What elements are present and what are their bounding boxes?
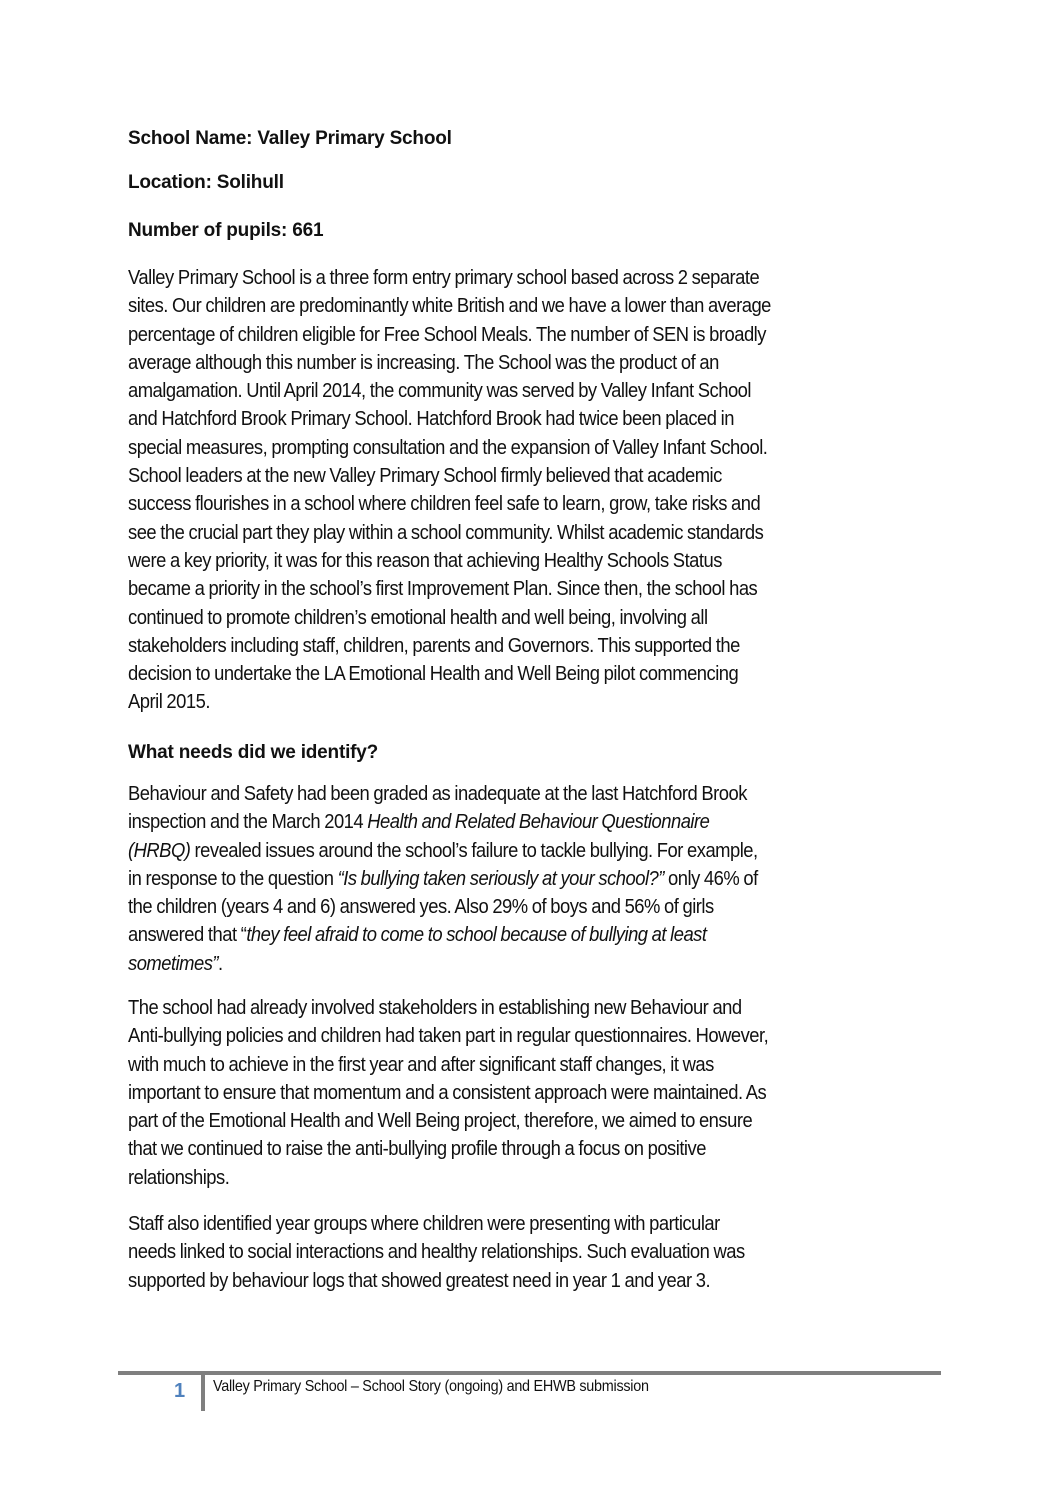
- text-run: inspection and the March 2014: [128, 811, 368, 834]
- text-line: the children (years 4 and 6) answered yes. Also 29% of boys and 56% of girls: [128, 896, 714, 919]
- text-run: .: [218, 952, 223, 975]
- survey-answer-quote: they feel afraid to come to school because of bullying at least: [246, 924, 707, 947]
- pupils-heading: Number of pupils: 661: [128, 220, 324, 241]
- text-line: continued to promote children’s emotional health and well being, involving all: [128, 606, 708, 629]
- needs-paragraph-2: [128, 994, 824, 1192]
- intro-paragraph: [128, 264, 827, 717]
- text-run: revealed issues around the school’s failure to tackle bullying. For example,: [190, 839, 758, 862]
- text-line: Staff also identified year groups where children were presenting with particular: [128, 1213, 720, 1235]
- text-line: Anti-bullying policies and children had taken part in regular questionnaires. However,: [128, 1025, 769, 1048]
- needs-paragraph-1: [128, 780, 812, 978]
- text-line: important to ensure that momentum and a consistent approach were maintained. As: [128, 1081, 767, 1104]
- text-line: were a key priority, it was for this reason that achieving Healthy Schools Status: [128, 549, 722, 572]
- text-line: needs linked to social interactions and healthy relationships. Such evaluation was: [128, 1241, 745, 1264]
- footer-vertical-divider: [201, 1371, 205, 1411]
- text-line: [128, 865, 758, 893]
- footer-divider: [118, 1371, 941, 1375]
- text-line: relationships.: [128, 1166, 230, 1189]
- text-line: School leaders at the new Valley Primary School firmly believed that academic: [128, 465, 722, 488]
- questionnaire-title: Health and Related Behaviour Questionnaire: [367, 811, 710, 834]
- text-line: [128, 837, 758, 865]
- text-run: answered that “: [128, 924, 247, 947]
- text-line: April 2015.: [128, 691, 210, 714]
- text-line: [128, 808, 758, 836]
- needs-paragraph-3: [128, 1210, 798, 1295]
- hrbq-abbrev: (HRBQ): [128, 839, 191, 862]
- text-line: Behaviour and Safety had been graded as inadequate at the last Hatchford Brook: [128, 783, 747, 805]
- text-line: and Hatchford Brook Primary School. Hatchford Brook had twice been placed in: [128, 408, 734, 431]
- text-line: percentage of children eligible for Free School Meals. The number of SEN is broadly: [128, 323, 766, 346]
- text-line: decision to undertake the LA Emotional Health and Well Being pilot commencing: [128, 663, 739, 686]
- footer-title: Valley Primary School – School Story (ongoing) and EHWB submission: [213, 1378, 649, 1395]
- text-line: stakeholders including staff, children, parents and Governors. This supported the: [128, 634, 740, 657]
- text-line: that we continued to raise the anti-bullying profile through a focus on positive: [128, 1138, 706, 1161]
- text-line: special measures, prompting consultation and the expansion of Valley Infant School.: [128, 436, 768, 459]
- text-line: supported by behaviour logs that showed greatest need in year 1 and year 3.: [128, 1269, 711, 1292]
- text-run: in response to the question: [128, 867, 338, 890]
- needs-heading: What needs did we identify?: [128, 742, 379, 763]
- text-run: only 46% of: [663, 867, 758, 890]
- survey-question-quote: “Is bullying taken seriously at your school?”: [337, 867, 664, 890]
- text-line: amalgamation. Until April 2014, the community was served by Valley Infant School: [128, 380, 751, 403]
- text-line: [128, 950, 758, 978]
- text-line: Valley Primary School is a three form entry primary school based across 2 separate: [128, 267, 760, 289]
- text-line: [128, 921, 758, 949]
- text-line: The school had already involved stakeholders in establishing new Behaviour and: [128, 997, 742, 1019]
- text-line: sites. Our children are predominantly white British and we have a lower than average: [128, 295, 771, 318]
- text-line: success flourishes in a school where children feel safe to learn, grow, take risks and: [128, 493, 761, 516]
- text-line: see the crucial part they play within a school community. Whilst academic standards: [128, 521, 764, 544]
- page-number: 1: [174, 1380, 186, 1402]
- location-heading: Location: Solihull: [128, 172, 284, 193]
- survey-answer-quote-end: sometimes”: [128, 952, 219, 975]
- text-line: average although this number is increasing. The School was the product of an: [128, 351, 719, 374]
- school-name-heading: School Name: Valley Primary School: [128, 128, 452, 149]
- text-line: with much to achieve in the first year and after significant staff changes, it was: [128, 1053, 714, 1076]
- text-line: part of the Emotional Health and Well Being project, therefore, we aimed to ensure: [128, 1110, 753, 1133]
- text-line: became a priority in the school’s first Improvement Plan. Since then, the school has: [128, 578, 758, 601]
